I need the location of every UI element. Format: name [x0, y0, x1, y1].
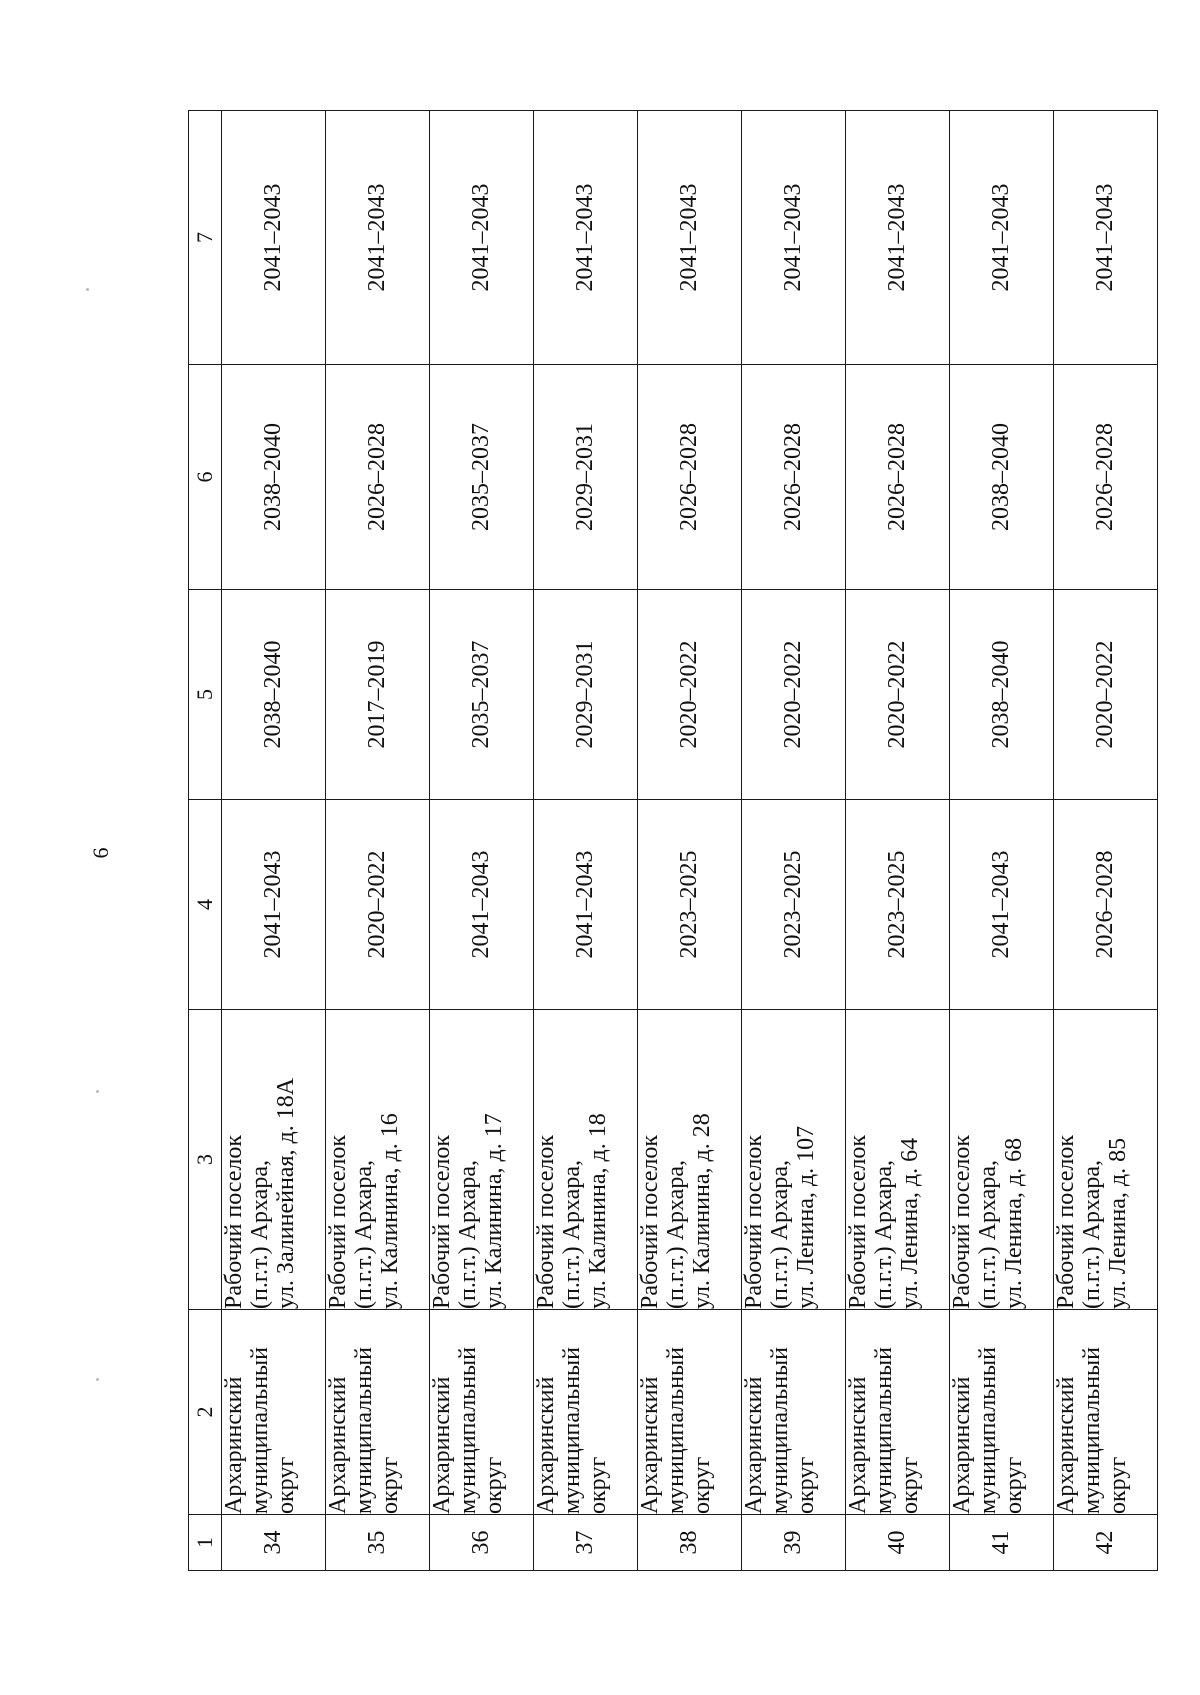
- district-line: округ: [480, 1456, 507, 1514]
- period-col-7: 2041–2043: [534, 111, 638, 365]
- period-col-5: 2035–2037: [430, 590, 534, 800]
- address-line: (п.г.т.) Архара,: [246, 1160, 273, 1309]
- period-col-7: 2041–2043: [846, 111, 950, 365]
- scan-speck: [96, 1378, 99, 1381]
- address-line: ул. Залинейная, д. 18А: [272, 1077, 299, 1309]
- address-cell: [638, 1010, 742, 1310]
- period-col-4: 2041–2043: [222, 800, 326, 1010]
- period-col-5: 2029–2031: [534, 590, 638, 800]
- scan-speck: [86, 288, 89, 291]
- period-col-5: 2038–2040: [950, 590, 1054, 800]
- address-line: (п.г.т.) Архара,: [662, 1160, 689, 1309]
- district-line: муниципальный: [558, 1346, 585, 1514]
- address-line: ул. Ленина, д. 68: [1000, 1137, 1027, 1309]
- district-line: округ: [896, 1456, 923, 1514]
- period-col-4: 2020–2022: [326, 800, 430, 1010]
- district-line: округ: [584, 1456, 611, 1514]
- district-cell: [222, 1310, 326, 1515]
- period-col-5: 2020–2022: [742, 590, 846, 800]
- row-number: 36: [430, 1515, 534, 1571]
- period-col-6: 2029–2031: [534, 365, 638, 590]
- table-row: [1054, 111, 1158, 1571]
- district-line: округ: [1000, 1456, 1027, 1514]
- address-line: ул. Ленина, д. 64: [896, 1137, 923, 1309]
- district-line: Архаринский: [637, 1376, 663, 1514]
- address-line: ул. Ленина, д. 107: [792, 1125, 819, 1309]
- address-line: Рабочий поселок: [741, 1134, 767, 1309]
- table-row: [326, 111, 430, 1571]
- district-line: округ: [272, 1456, 299, 1514]
- period-col-7: 2041–2043: [1054, 111, 1158, 365]
- address-line: Рабочий поселок: [533, 1134, 559, 1309]
- address-cell: [742, 1010, 846, 1310]
- address-line: ул. Ленина, д. 85: [1104, 1137, 1131, 1309]
- district-line: округ: [376, 1456, 403, 1514]
- address-line: (п.г.т.) Архара,: [1078, 1160, 1105, 1309]
- district-line: Архаринский: [221, 1376, 247, 1514]
- address-line: (п.г.т.) Архара,: [766, 1160, 793, 1309]
- table-row: [430, 111, 534, 1571]
- row-number: 34: [222, 1515, 326, 1571]
- address-cell: [222, 1010, 326, 1310]
- district-line: округ: [792, 1456, 819, 1514]
- period-col-5: 2017–2019: [326, 590, 430, 800]
- period-col-6: 2035–2037: [430, 365, 534, 590]
- row-number: 41: [950, 1515, 1054, 1571]
- period-col-4: 2023–2025: [638, 800, 742, 1010]
- period-col-5: 2038–2040: [222, 590, 326, 800]
- district-cell: [1054, 1310, 1158, 1515]
- period-col-6: 2038–2040: [950, 365, 1054, 590]
- district-line: муниципальный: [454, 1346, 481, 1514]
- table-row: [742, 111, 846, 1571]
- period-col-5: 2020–2022: [638, 590, 742, 800]
- address-line: (п.г.т.) Архара,: [870, 1160, 897, 1309]
- address-cell: [950, 1010, 1054, 1310]
- scan-speck: [96, 1090, 99, 1093]
- address-cell: [326, 1010, 430, 1310]
- address-line: ул. Калинина, д. 28: [688, 1113, 715, 1309]
- district-line: муниципальный: [350, 1346, 377, 1514]
- district-line: Архаринский: [325, 1376, 351, 1514]
- district-line: Архаринский: [949, 1376, 975, 1514]
- district-cell: [534, 1310, 638, 1515]
- table-header-row: [189, 111, 222, 1571]
- rotated-table: [188, 111, 1148, 1571]
- district-line: Архаринский: [845, 1376, 871, 1514]
- period-col-4: 2041–2043: [430, 800, 534, 1010]
- period-col-5: 2020–2022: [846, 590, 950, 800]
- district-line: муниципальный: [870, 1346, 897, 1514]
- district-line: округ: [1104, 1456, 1131, 1514]
- table-row: [846, 111, 950, 1571]
- table-container: [188, 111, 1148, 1571]
- table-row: [222, 111, 326, 1571]
- period-col-7: 2041–2043: [430, 111, 534, 365]
- period-col-6: 2026–2028: [1054, 365, 1158, 590]
- address-cell: [846, 1010, 950, 1310]
- district-cell: [742, 1310, 846, 1515]
- column-header: 7: [189, 111, 222, 365]
- address-line: Рабочий поселок: [637, 1134, 663, 1309]
- address-line: Рабочий поселок: [325, 1134, 351, 1309]
- period-col-4: 2023–2025: [742, 800, 846, 1010]
- address-line: (п.г.т.) Архара,: [350, 1160, 377, 1309]
- address-cell: [1054, 1010, 1158, 1310]
- address-line: ул. Калинина, д. 16: [376, 1113, 403, 1309]
- period-col-4: 2041–2043: [950, 800, 1054, 1010]
- district-line: округ: [688, 1456, 715, 1514]
- column-header: 6: [189, 365, 222, 590]
- column-header: 4: [189, 800, 222, 1010]
- address-line: Рабочий поселок: [221, 1134, 247, 1309]
- table-row: [534, 111, 638, 1571]
- address-line: Рабочий поселок: [1053, 1134, 1079, 1309]
- district-cell: [638, 1310, 742, 1515]
- page-number: 6: [88, 847, 113, 859]
- period-col-4: 2023–2025: [846, 800, 950, 1010]
- address-line: Рабочий поселок: [845, 1134, 871, 1309]
- district-cell: [950, 1310, 1054, 1515]
- address-cell: [534, 1010, 638, 1310]
- address-line: Рабочий поселок: [429, 1134, 455, 1309]
- period-col-5: 2020–2022: [1054, 590, 1158, 800]
- district-line: муниципальный: [766, 1346, 793, 1514]
- address-line: ул. Калинина, д. 17: [480, 1113, 507, 1309]
- district-line: муниципальный: [246, 1346, 273, 1514]
- period-col-6: 2026–2028: [326, 365, 430, 590]
- district-line: муниципальный: [974, 1346, 1001, 1514]
- period-col-7: 2041–2043: [950, 111, 1054, 365]
- district-cell: [326, 1310, 430, 1515]
- column-header: 1: [189, 1515, 222, 1571]
- address-line: (п.г.т.) Архара,: [974, 1160, 1001, 1309]
- address-cell: [430, 1010, 534, 1310]
- district-line: Архаринский: [429, 1376, 455, 1514]
- district-line: муниципальный: [1078, 1346, 1105, 1514]
- row-number: 37: [534, 1515, 638, 1571]
- period-col-7: 2041–2043: [742, 111, 846, 365]
- row-number: 40: [846, 1515, 950, 1571]
- row-number: 35: [326, 1515, 430, 1571]
- address-line: ул. Калинина, д. 18: [584, 1113, 611, 1309]
- schedule-table: [188, 110, 1158, 1571]
- period-col-6: 2026–2028: [638, 365, 742, 590]
- period-col-4: 2026–2028: [1054, 800, 1158, 1010]
- column-header: 3: [189, 1010, 222, 1310]
- district-line: муниципальный: [662, 1346, 689, 1514]
- column-header: 2: [189, 1310, 222, 1515]
- period-col-6: 2026–2028: [846, 365, 950, 590]
- row-number: 38: [638, 1515, 742, 1571]
- address-line: (п.г.т.) Архара,: [454, 1160, 481, 1309]
- table-row: [638, 111, 742, 1571]
- district-line: Архаринский: [1053, 1376, 1079, 1514]
- period-col-7: 2041–2043: [222, 111, 326, 365]
- row-number: 39: [742, 1515, 846, 1571]
- period-col-4: 2041–2043: [534, 800, 638, 1010]
- period-col-7: 2041–2043: [638, 111, 742, 365]
- period-col-7: 2041–2043: [326, 111, 430, 365]
- row-number: 42: [1054, 1515, 1158, 1571]
- district-cell: [846, 1310, 950, 1515]
- address-line: (п.г.т.) Архара,: [558, 1160, 585, 1309]
- district-cell: [430, 1310, 534, 1515]
- column-header: 5: [189, 590, 222, 800]
- district-line: Архаринский: [741, 1376, 767, 1514]
- period-col-6: 2026–2028: [742, 365, 846, 590]
- address-line: Рабочий поселок: [949, 1134, 975, 1309]
- district-line: Архаринский: [533, 1376, 559, 1514]
- table-row: [950, 111, 1054, 1571]
- period-col-6: 2038–2040: [222, 365, 326, 590]
